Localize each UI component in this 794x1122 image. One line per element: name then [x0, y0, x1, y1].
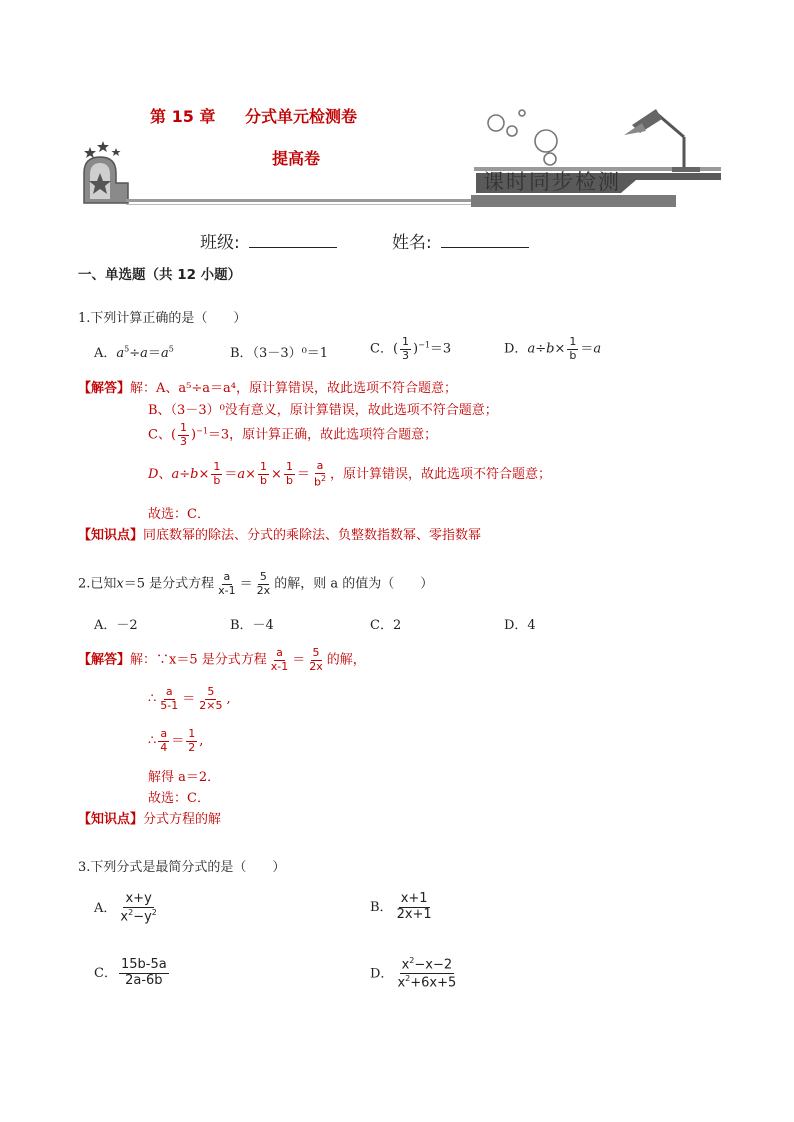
question-1-stem: 1.下列计算正确的是（ ） — [78, 311, 247, 326]
answer-label: 【解答】 — [78, 381, 131, 396]
q2-answer-line-1: 【解答】解：∵x＝5 是分式方程 $\frac{a}{x-1}$ ＝ $\frac{5}{2x}$ 的解， — [78, 646, 366, 673]
q2-answer-choose: 故选：C． — [148, 791, 210, 806]
q2-answer-solve: 解得 a＝2． — [148, 770, 221, 785]
star-badge-icon — [84, 141, 128, 203]
question-2-stem: 2.已知x＝5 是分式方程 $\frac{a}{x-1}$ ＝ $\frac{5}{2x}$ 的解，则 a 的值为（ ） — [78, 570, 434, 597]
paper-subtitle: 提高卷 — [272, 149, 321, 168]
name-label: 姓名: — [392, 233, 432, 253]
q2-answer-line-3: ∴ $\frac{a}{4}$ ＝ $\frac{1}{2}$ , — [148, 727, 204, 754]
q1-answer-choose: 故选：C． — [148, 507, 210, 522]
class-label: 班级: — [200, 233, 240, 253]
q3-option-a: A． $\frac{x+y}{x^2-y^2}$ — [94, 891, 157, 925]
banner-graphic — [76, 95, 721, 210]
chapter-label: 第 15 章 — [150, 107, 216, 126]
unit-title: 分式单元检测卷 — [245, 107, 358, 126]
class-field — [200, 228, 337, 253]
q2-option-a: A．－2 — [94, 618, 138, 633]
q2-knowledge: 【知识点】分式方程的解 — [78, 812, 222, 827]
desk-lamp-icon — [624, 109, 700, 172]
banner-title: 课时同步检测 — [483, 170, 621, 194]
bubbles-icon — [488, 110, 557, 165]
section-title: 一、单选题（共 12 小题） — [78, 267, 242, 283]
q1-answer-line-3: C、( $\frac{1}{3}$ )$^{-1}$＝3，原计算正确，故此选项符合题意； — [148, 421, 438, 448]
q1-option-c: C．( $\frac{1}{3}$ )$^{-1}$＝3 — [370, 335, 452, 362]
q1-option-d: D．a÷b× $\frac{1}{b}$ ＝a — [504, 335, 602, 362]
name-field — [392, 228, 529, 253]
name-blank — [441, 247, 529, 248]
q1-option-b: B．（3－3）⁰＝1 — [230, 346, 329, 361]
q2-option-b: B．－4 — [230, 618, 274, 633]
question-3-stem: 3.下列分式是最简分式的是（ ） — [78, 860, 286, 875]
q1-answer-line-4: D、a÷b× $\frac{1}{b}$ ＝a× $\frac{1}{b}$ × $\frac{1}{b}$ ＝ $\frac{a}{b^2}$ ，原计算错误，故此选项不符合题意； — [148, 459, 552, 489]
q3-option-b: B． $\frac{x+1}{2x+1}$ — [370, 891, 432, 922]
class-blank — [249, 247, 337, 248]
q2-option-c: C．2 — [370, 618, 402, 633]
q1-answer-line-2: B、（3－3）⁰没有意义，原计算错误，故此选项不符合题意； — [148, 403, 498, 418]
q2-answer-line-2: ∴ $\frac{a}{5-1}$ ＝ $\frac{5}{2\times 5}$ , — [148, 685, 231, 712]
q3-option-d: D． $\frac{x^2-x-2}{x^2+6x+5}$ — [370, 956, 457, 991]
q1-answer-line-1: 【解答】解：A、a⁵÷a＝a⁴，原计算错误，故此选项不符合题意； — [78, 381, 457, 396]
q1-option-a: A．$a^5\div a=a^5$ — [94, 344, 174, 361]
q3-option-c: C． $\frac{15b-5a}{2a-6b}$ — [94, 957, 167, 988]
q2-option-d: D．4 — [504, 618, 536, 633]
q1-knowledge: 【知识点】同底数幂的除法、分式的乘除法、负整数指数幂、零指数幂 — [78, 528, 482, 543]
